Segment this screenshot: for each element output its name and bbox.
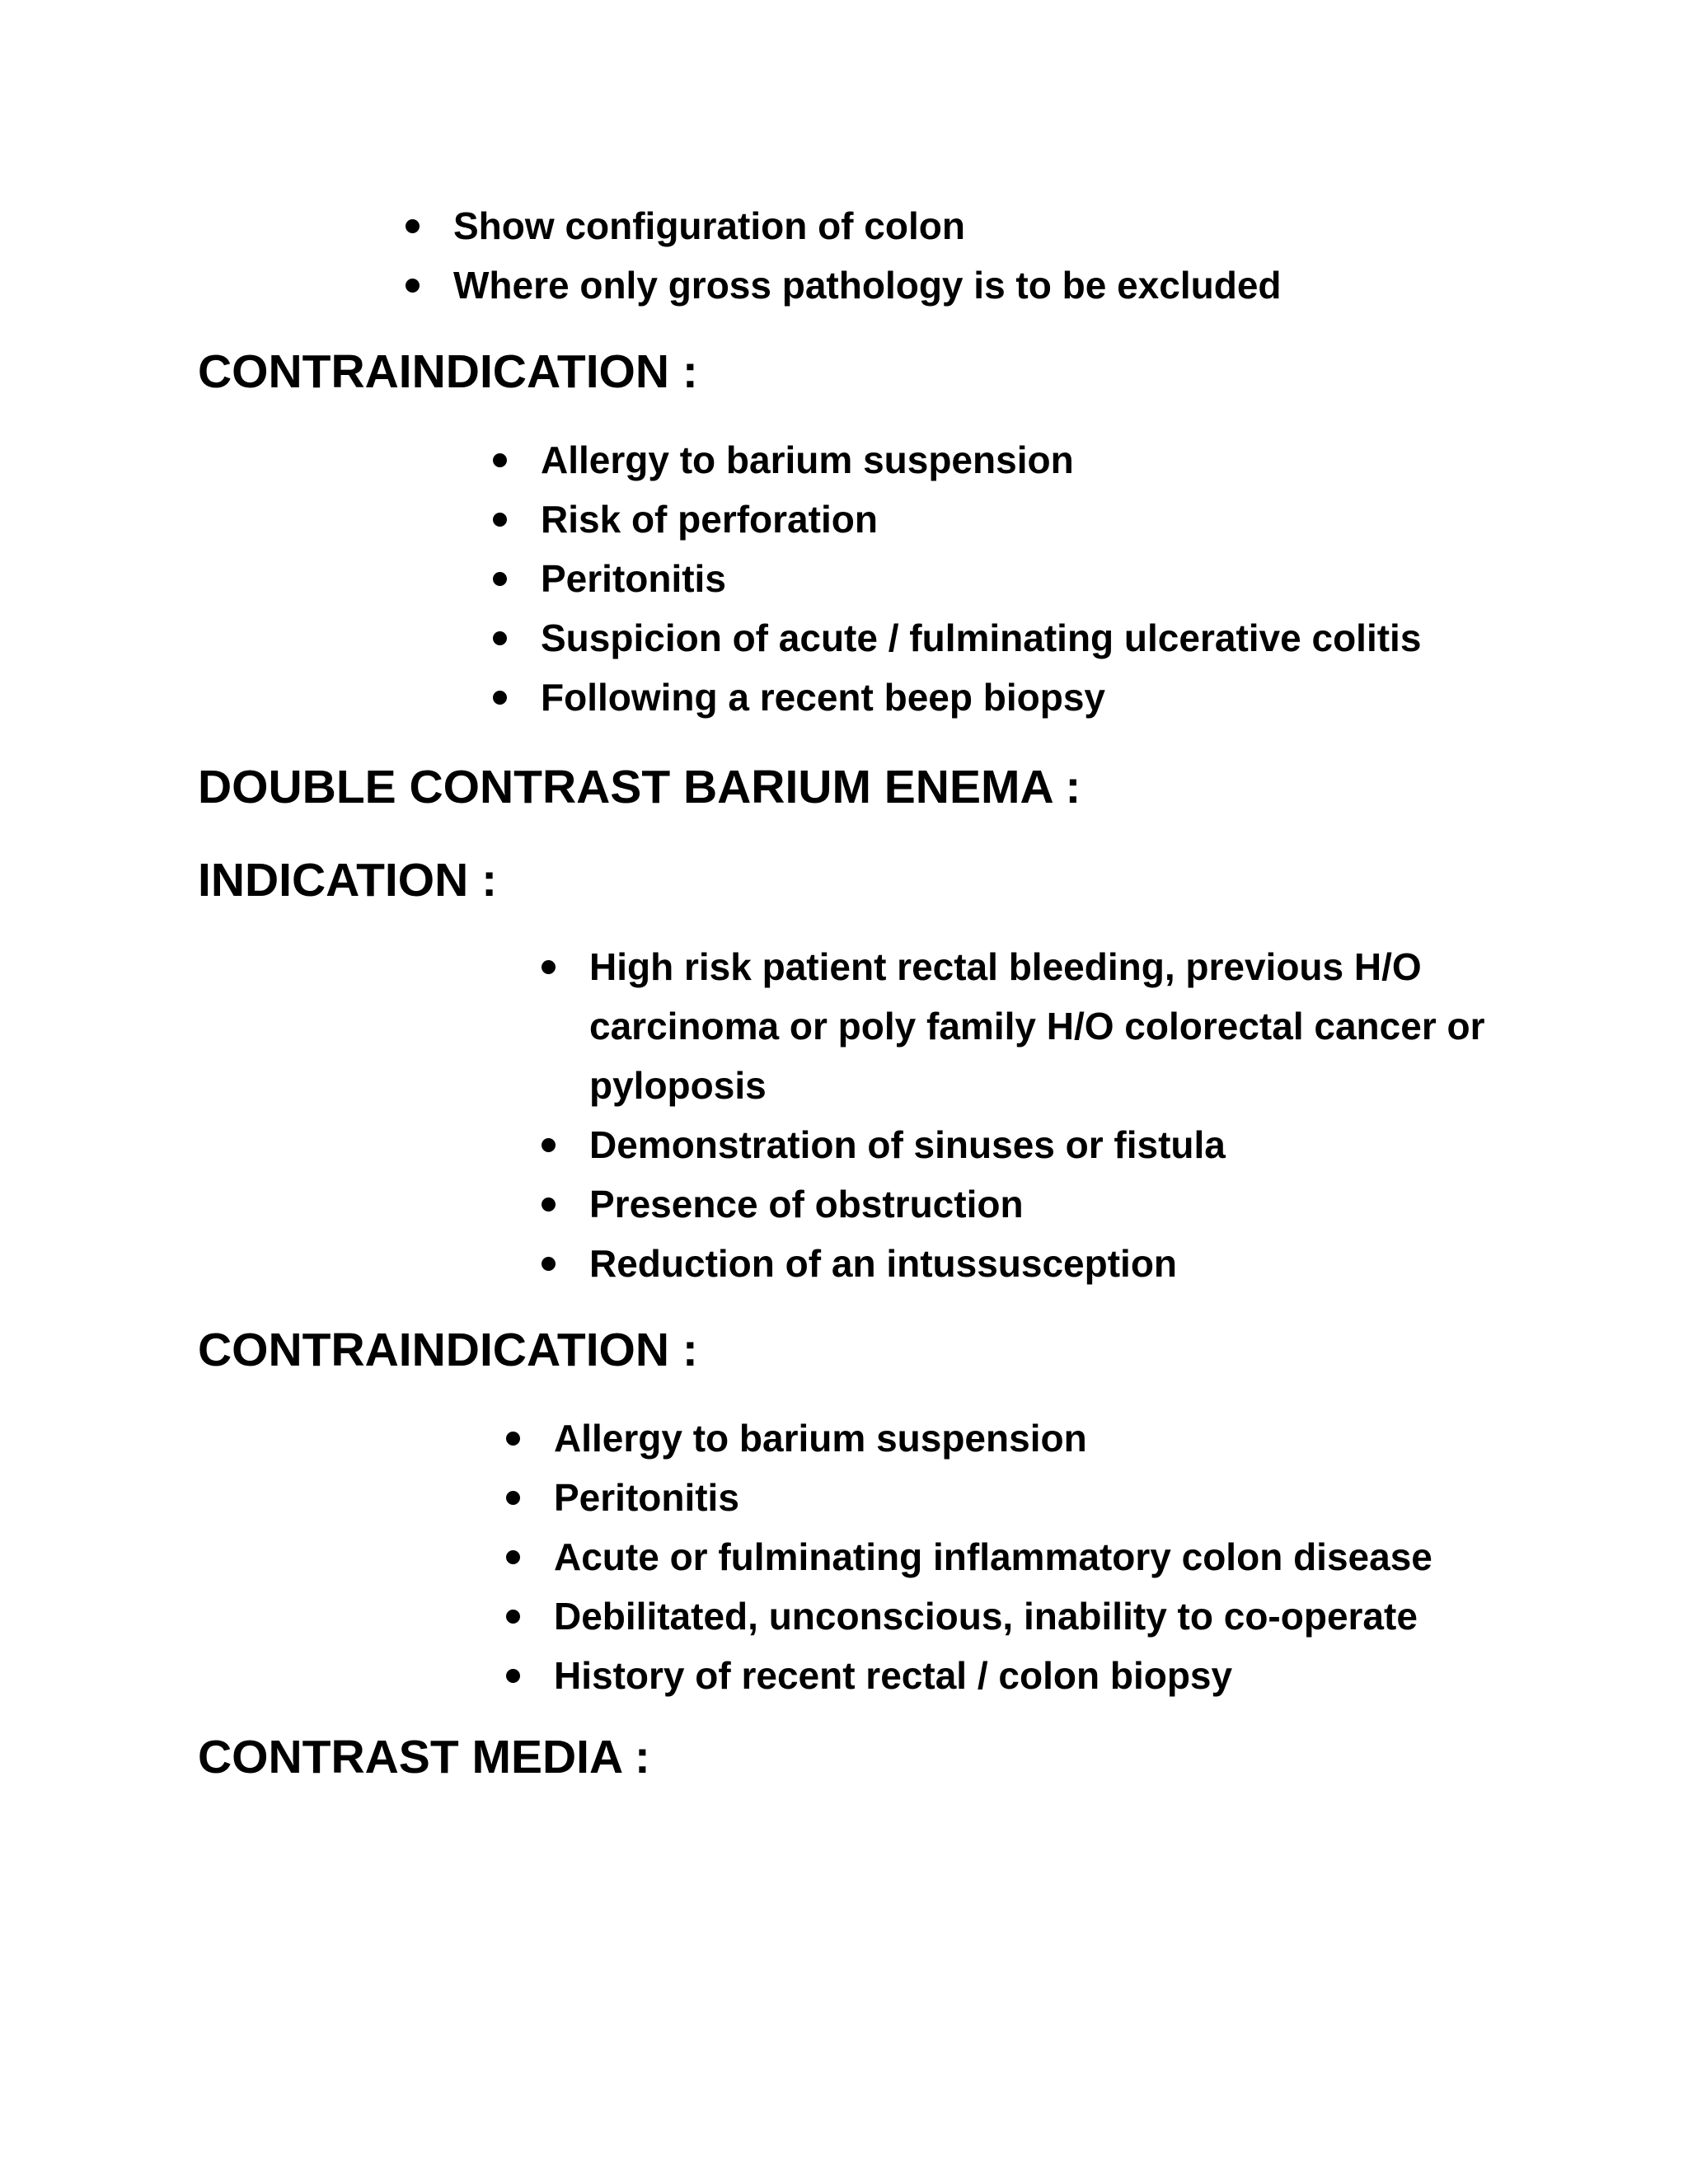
bullet-icon (542, 1257, 556, 1271)
bullet-icon (506, 1432, 520, 1446)
bullet-icon (506, 1669, 520, 1683)
contraindication-list-2 (506, 1408, 1432, 1705)
list-item: Where only gross pathology is to be excluded (406, 255, 1282, 315)
list-item: Presence of obstruction (542, 1174, 1489, 1234)
bullet-icon (506, 1550, 520, 1564)
bullet-icon (493, 691, 507, 705)
bullet-icon (493, 631, 507, 645)
bullet-icon (542, 960, 556, 974)
list-item: Peritonitis (493, 549, 1421, 608)
bullet-icon (493, 572, 507, 586)
section-heading-contraindication-2: CONTRAINDICATION : (198, 1324, 698, 1376)
section-heading-contraindication: CONTRAINDICATION : (198, 345, 698, 398)
bullet-icon (493, 513, 507, 527)
list-item: Show configuration of colon (406, 196, 1282, 255)
list-item: Risk of perforation (493, 490, 1421, 549)
intro-list (406, 196, 1282, 315)
list-item: Reduction of an intussusception (542, 1234, 1489, 1293)
section-heading-double-contrast: DOUBLE CONTRAST BARIUM ENEMA : (198, 761, 1081, 813)
bullet-icon (406, 279, 420, 293)
list-item: History of recent rectal / colon biopsy (506, 1646, 1432, 1705)
section-heading-indication: INDICATION : (198, 854, 498, 907)
list-item: High risk patient rectal bleeding, previous H/O carcinoma or poly family H/O colorectal cancer or pyloposis (542, 937, 1489, 1115)
bullet-icon (406, 219, 420, 233)
list-item: Following a recent beep biopsy (493, 668, 1421, 727)
contraindication-list (493, 430, 1421, 727)
bullet-icon (506, 1610, 520, 1624)
bullet-icon (542, 1197, 556, 1212)
list-item: Allergy to barium suspension (493, 430, 1421, 490)
indication-list (542, 937, 1489, 1293)
list-item: Suspicion of acute / fulminating ulcerative colitis (493, 608, 1421, 668)
list-item: Acute or fulminating inflammatory colon disease (506, 1527, 1432, 1586)
list-item: Debilitated, unconscious, inability to co-operate (506, 1586, 1432, 1646)
list-item: Demonstration of sinuses or fistula (542, 1115, 1489, 1174)
list-item: Allergy to barium suspension (506, 1408, 1432, 1468)
list-item: Peritonitis (506, 1468, 1432, 1527)
bullet-icon (493, 453, 507, 467)
bullet-icon (542, 1138, 556, 1152)
bullet-icon (506, 1491, 520, 1505)
section-heading-contrast-media: CONTRAST MEDIA : (198, 1731, 650, 1783)
